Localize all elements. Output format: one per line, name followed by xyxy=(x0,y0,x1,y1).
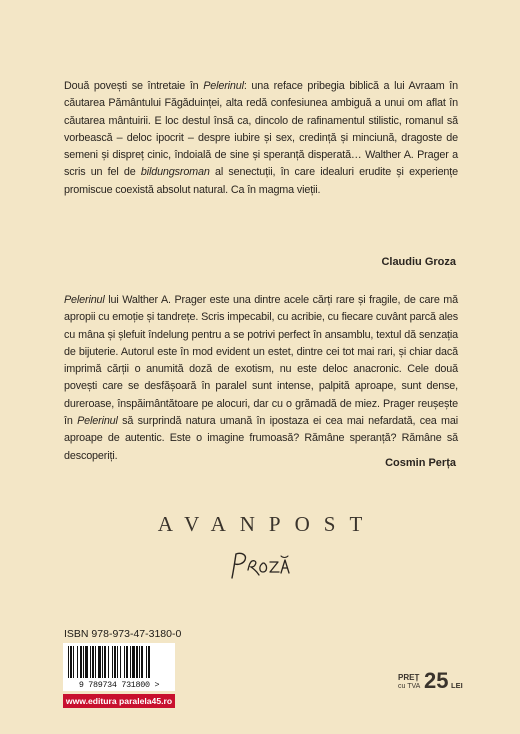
review-paragraph-2 xyxy=(64,292,458,465)
price-value: 25 xyxy=(424,668,449,693)
review-1-text-a: Două povești se întretaie în xyxy=(64,80,204,92)
review-1-text-b: : una reface pribegia biblică a lui Avraam în căutarea Pământului Făgăduinței, alta redă confesiunea ambiguă a unui om aflat în căutarea mântuirii. E loc destul însă ca, dincolo de rafinamentul stilistic, romanul să vorbească – deloc ipocrit – despre iubire și sex, credință și minciună, dragoste de semeni și dispreț cinic, îndoială de sine și speranță disperată… Walther A. Prager a scris un fel de xyxy=(64,80,459,179)
price-currency: LEI xyxy=(451,681,463,690)
barcode-digits: 9 789734 731800 > xyxy=(63,679,175,691)
review-author-1: Claudiu Groza xyxy=(381,256,456,268)
book-title-italic: Pelerinul xyxy=(77,415,118,428)
bildungsroman-italic: bildungsroman xyxy=(140,166,210,179)
review-1-text-c: al senectuții, în care idealuri erudite și experiențe promiscue coexistă absolut natural. Ca în magma vieții. xyxy=(64,166,458,196)
review-author-2: Cosmin Perța xyxy=(385,457,456,469)
review-paragraph-1 xyxy=(64,78,458,199)
price-block xyxy=(398,669,462,693)
book-title-italic: Pelerinul xyxy=(203,80,244,92)
review-2-text-a: lui Walther A. Prager este una dintre acele cărți rare și fragile, de care mă apropii cu emoție și tandrețe. Scris impecabil, cu acribie, cu fiecare cuvânt parcă ales cu mâna și șlefuit îndelung pentru a se potrivi perfect în ansamblu, textul dă senzația de bijuterie. Autorul este în mod evident un estet, dintre cei tot mai rari, și chiar dacă imprimă cărții o anumită doză de exotism, nu este deloc anacronic. Cele două povești care se desfășoară în paralel sunt intense, palpită aproape, sunt dense, dureroase, înspăimântătoare pe alocuri, dar cu o grămadă de miez. Prager reușește în xyxy=(64,294,458,428)
publisher-series-title: AVANPOST xyxy=(157,512,377,536)
isbn-number: ISBN 978-973-47-3180-0 xyxy=(64,628,182,640)
book-title-italic: Pelerinul xyxy=(64,294,105,306)
price-label: PREȚ xyxy=(398,673,420,682)
proza-handwritten-logo xyxy=(226,548,298,584)
publisher-website: www.editura paralela45.ro xyxy=(63,694,175,708)
review-2-text-b: să surprindă natura umană în ipostaza ei cea mai nefardată, cea mai aproape de autentic. Este o imagine frumoasă? Rămâne speranță? Rămâne să descoperiți. xyxy=(64,415,458,462)
price-vat-note: cu TVA xyxy=(398,683,421,690)
